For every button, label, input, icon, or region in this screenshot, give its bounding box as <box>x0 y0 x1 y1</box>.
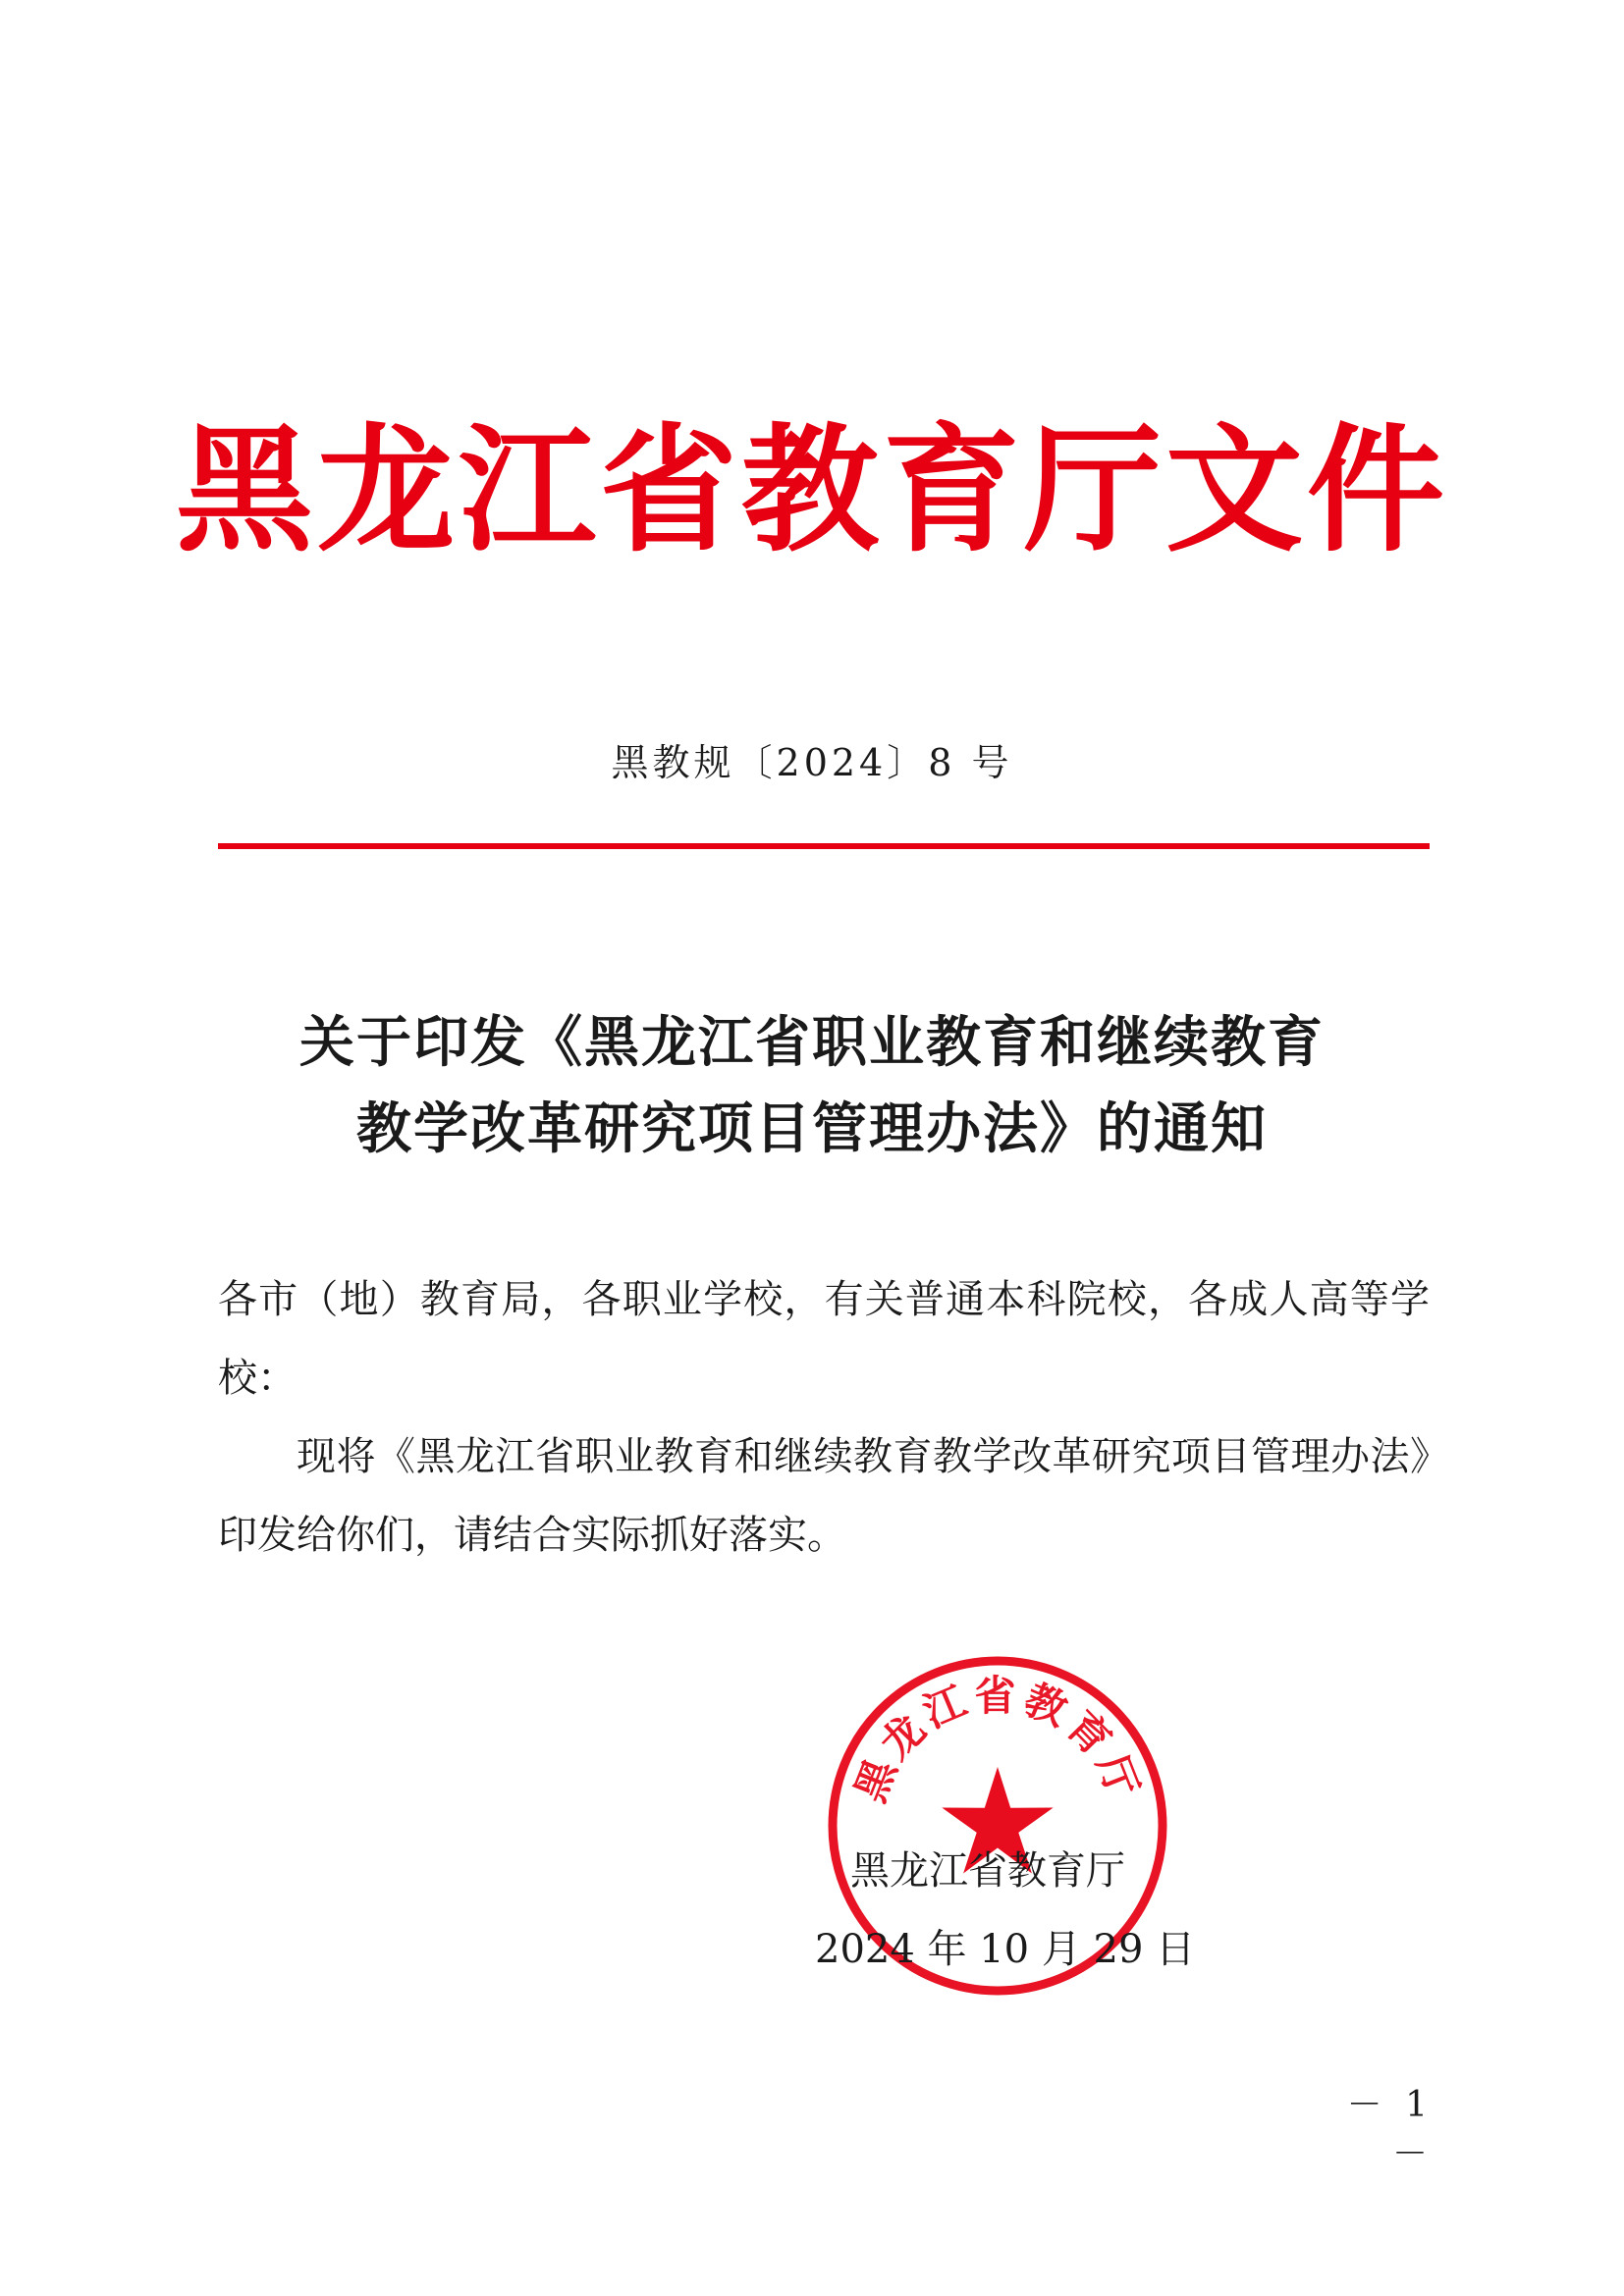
notice-title <box>0 999 1624 1172</box>
signing-organization: 黑龙江省教育厅 <box>850 1848 1125 1894</box>
notice-title-line-1: 关于印发《黑龙江省职业教育和继续教育 <box>299 1010 1325 1075</box>
signing-date: 2024 年 10 月 29 日 <box>815 1927 1196 1972</box>
page-number: － 1 － <box>1346 2085 1434 2174</box>
red-separator-line <box>218 843 1430 849</box>
recipients-paragraph: 各市（地）教育局，各职业学校，有关普通本科院校，各成人高等学校： <box>218 1277 1430 1401</box>
notice-title-line-2: 教学改革研究项目管理办法》的通知 <box>356 1096 1268 1161</box>
notice-body <box>218 1260 1430 1575</box>
content-paragraph: 现将《黑龙江省职业教育和继续教育教学改革研究项目管理办法》印发给你们，请结合实际抓好落实。 <box>218 1434 1430 1558</box>
document-header-title: 黑龙江省教育厅文件 <box>175 410 1448 571</box>
seal-text: 黑龙江省教育厅 <box>845 1672 1150 1809</box>
document-number: 黑教规〔2024〕8 号 <box>611 741 1013 784</box>
